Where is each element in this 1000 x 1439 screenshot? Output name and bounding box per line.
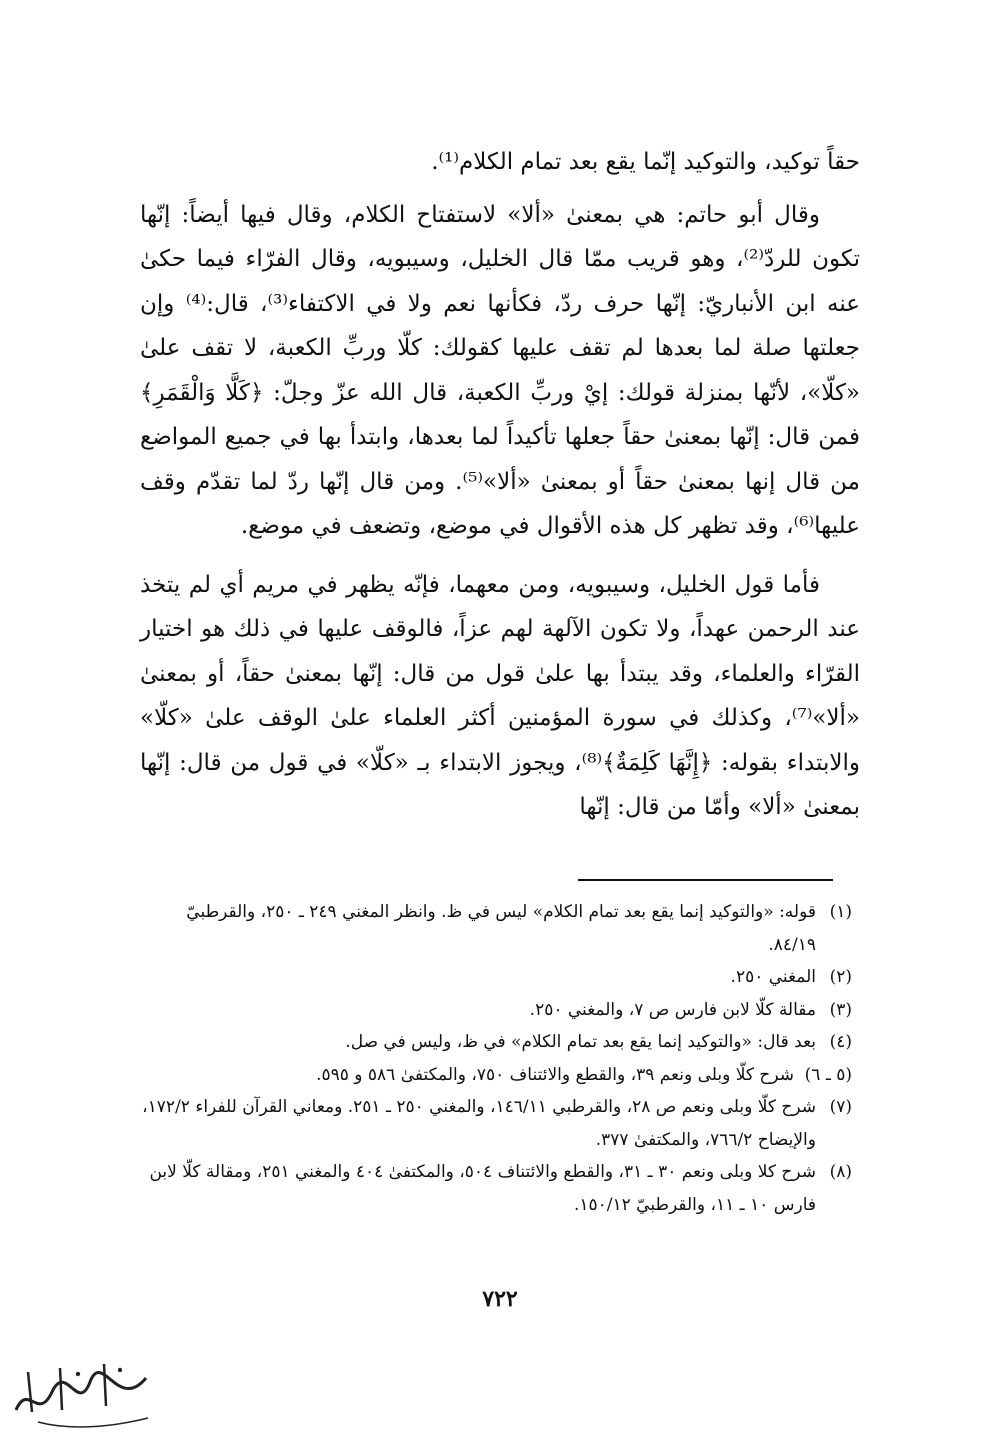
main-paragraph-1: حقاً توكيد، والتوكيد إنّما يقع بعد تمام الكلام⁽¹⁾.	[431, 149, 860, 175]
footnote-text: المغني ٢٥٠.	[730, 967, 816, 987]
footnote-1	[140, 896, 852, 961]
footnotes	[140, 896, 852, 1221]
main-paragraph-3: فأما قول الخليل، وسيبويه، ومن معهما، فإنّه يظهر في مريم أي لم يتخذ عند الرحمن عهداً، ولا تكون الآلهة لهم عزاً، فالوقف عليها في ذلك هو اختيار القرّاء والعلماء، وقد يبتدأ بها علىٰ قول من قال: إنّها بمعنىٰ حقاً، أو بمعنىٰ «ألا»⁽⁷⁾، وكذلك في سورة المؤمنين أكثر العلماء علىٰ الوقف علىٰ «كلّا» والابتداء بقوله: ﴿إِنَّهَا كَلِمَةٌ﴾⁽⁸⁾، ويجوز الابتداء بـ «كلّا» في قول من قال: إنّها بمعنىٰ «ألا» وأمّا من قال: إنّها	[140, 571, 860, 820]
page-number: ٧٢٢	[482, 1286, 518, 1312]
footnote-text: شرح كلّا وبلى ونعم ص ٢٨، والقرطبي ١٤٦/١١، والمغني ٢٥٠ ـ ٢٥١. ومعاني القرآن للفراء ١٧٢/٢، والإيضاح ٧٦٦/٢، والمكتفىٰ ٣٧٧.	[142, 1097, 816, 1150]
footnote-5-6	[140, 1059, 852, 1092]
footnote-text: قوله: «والتوكيد إنما يقع بعد تمام الكلام» ليس في ظ. وانظر المغني ٢٤٩ ـ ٢٥٠، والقرطبيّ ٨٤/١٩.	[186, 902, 816, 955]
footnote-7	[140, 1091, 852, 1156]
footnote-number: (٣)	[829, 999, 852, 1020]
footnote-8	[140, 1156, 852, 1221]
footnote-3	[140, 994, 852, 1027]
footnote-number: (١)	[829, 902, 852, 922]
footnote-2	[140, 961, 852, 994]
footnote-text: شرح كلا وبلى ونعم ٣٠ ـ ٣١، والقطع والائتناف ٥٠٤، والمكتفىٰ ٤٠٤ والمغني ٢٥١، ومقالة كلّا لابن فارس ١٠ ـ ١١، والقرطبيّ ١٥٠/١٢.	[149, 1162, 816, 1215]
main-paragraph-2: وقال أبو حاتم: هي بمعنىٰ «ألا» لاستفتاح الكلام، وقال فيها أيضاً: إنّها تكون للردّ⁽²⁾، وهو قريب ممّا قال الخليل، وسيبويه، وقال الفرّاء فيما حكىٰ عنه ابن الأنباريّ: إنّها حرف ردّ، فكأنها نعم ولا في الاكتفاء⁽³⁾، قال:⁽⁴⁾ وإن جعلتها صلة لما بعدها لم تقف عليها كقولك: كلّا وربِّ الكعبة، لا تقف علىٰ «كلّا»، لأنّها بمنزلة قولك: إيْ وربِّ الكعبة، قال الله عزّ وجلّ: ﴿كَلَّا وَالْقَمَرِ﴾ فمن قال: إنّها بمعنىٰ حقاً جعلها تأكيداً لما بعدها، وابتدأ بها في جميع المواضع من قال إنها بمعنىٰ حقاً أو بمعنىٰ «ألا»⁽⁵⁾. ومن قال إنّها ردّ لما تقدّم وقف عليها⁽⁶⁾، وقد تظهر كل هذه الأقوال في موضع، وتضعف في موضع.	[140, 201, 861, 539]
footnote-number: (٧)	[829, 1097, 852, 1117]
footnote-divider	[578, 879, 833, 881]
footnote-number: (٨)	[829, 1162, 852, 1182]
footnote-text: مقالة كلّا لابن فارس ص ٧، والمغني ٢٥٠.	[529, 999, 816, 1020]
footnote-text: بعد قال: «والتوكيد إنما يقع بعد تمام الكلام» في ظ، وليس في صل.	[345, 1032, 816, 1052]
footnote-number: (٢)	[829, 967, 852, 987]
footnote-number: (٥ ـ ٦)	[804, 1064, 852, 1085]
footnote-4	[140, 1026, 852, 1059]
footnote-number: (٤)	[829, 1032, 852, 1052]
footnote-text: شرح كلّا وبلى ونعم ٣٩، والقطع والائتناف ٧٥٠، والمكتفىٰ ٥٨٦ و ٥٩٥.	[316, 1064, 794, 1085]
calligraphy-logo	[8, 1352, 158, 1434]
main-text	[140, 140, 860, 838]
